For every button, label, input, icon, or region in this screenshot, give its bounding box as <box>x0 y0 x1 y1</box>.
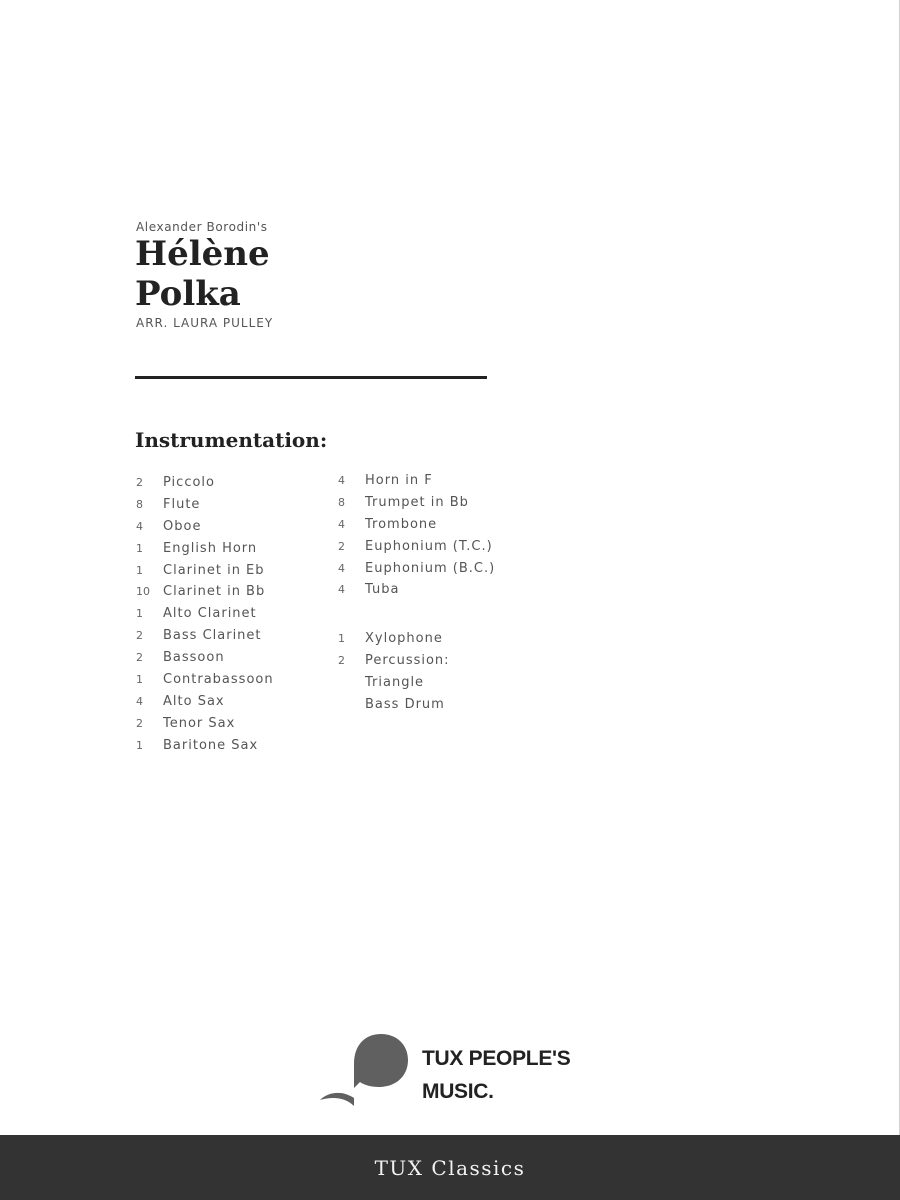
instrument-qty: 2 <box>136 716 143 730</box>
instrument-qty: 4 <box>338 517 345 531</box>
title-line-1: Hélène <box>135 234 270 274</box>
instrument-row <box>136 519 274 541</box>
instrument-qty: 4 <box>338 474 345 487</box>
instrument-row <box>136 650 274 672</box>
instrument-name: Oboe <box>163 518 202 534</box>
percussion-item-name: Triangle <box>365 675 425 691</box>
instrument-name: Baritone Sax <box>163 737 259 753</box>
instrument-name: Euphonium (T.C.) <box>365 538 493 554</box>
percussion-item <box>338 697 495 719</box>
publisher-name-line-2: MUSIC. <box>422 1080 494 1103</box>
instrument-qty: 1 <box>136 607 143 621</box>
instrument-qty: 2 <box>136 476 143 489</box>
arranger-credit: ARR. LAURA PULLEY <box>136 316 274 330</box>
instrument-row <box>338 561 495 583</box>
instrument-row <box>136 738 274 760</box>
instrument-name: Horn in F <box>365 473 433 488</box>
publisher-logo <box>318 1030 608 1110</box>
instrument-qty: 2 <box>136 629 143 643</box>
instrumentation-heading: Instrumentation: <box>135 428 328 452</box>
instrument-name: Clarinet in Eb <box>163 562 265 578</box>
instrument-list-woodwinds <box>136 475 274 760</box>
instrument-row <box>136 606 274 628</box>
instrument-name: Bass Clarinet <box>163 628 262 644</box>
instrument-name: Contrabassoon <box>163 672 274 688</box>
speech-bubble-logo-icon <box>318 1030 418 1110</box>
instrument-name: Alto Clarinet <box>163 606 257 622</box>
instrument-qty: 8 <box>338 495 345 509</box>
instrument-row <box>338 631 495 653</box>
instrument-row <box>136 497 274 519</box>
instrument-row <box>136 584 274 606</box>
instrument-name: Tenor Sax <box>163 715 236 731</box>
instrument-row <box>136 475 274 497</box>
instrument-qty: 1 <box>136 563 143 577</box>
instrument-qty: 10 <box>136 585 150 599</box>
instrument-qty: 1 <box>136 673 143 687</box>
instrument-row <box>338 539 495 561</box>
instrument-row <box>136 716 274 738</box>
piece-title <box>135 234 270 314</box>
instrument-name: Alto Sax <box>163 693 225 709</box>
instrument-name: Piccolo <box>163 475 215 490</box>
instrument-row <box>338 473 495 495</box>
instrument-qty: 4 <box>338 561 345 575</box>
instrument-row <box>136 694 274 716</box>
instrument-name: Tuba <box>365 582 400 598</box>
instrument-name: Bassoon <box>163 650 225 666</box>
instrument-row <box>338 517 495 539</box>
instrument-row <box>338 582 495 604</box>
instrument-list-brass-percussion <box>338 473 495 719</box>
instrument-qty: 4 <box>136 519 143 533</box>
instrument-name: Flute <box>163 496 201 512</box>
composer-credit: Alexander Borodin's <box>136 220 268 234</box>
instrument-name: Trombone <box>365 516 438 532</box>
instrument-name: English Horn <box>163 540 258 556</box>
list-spacer <box>338 604 495 631</box>
instrument-name: Euphonium (B.C.) <box>365 560 496 576</box>
title-line-2: Polka <box>135 274 241 314</box>
instrument-row <box>136 541 274 563</box>
instrument-row <box>136 563 274 585</box>
publisher-name-line-1: TUX PEOPLE'S <box>422 1047 571 1070</box>
instrument-name: Clarinet in Bb <box>163 584 266 600</box>
instrument-row <box>338 653 495 675</box>
instrument-name: Percussion: <box>365 653 450 669</box>
instrument-row <box>338 495 495 517</box>
instrument-name: Xylophone <box>365 631 443 647</box>
divider-rule <box>135 376 487 379</box>
instrument-qty: 2 <box>136 651 143 665</box>
instrument-qty: 2 <box>338 539 345 553</box>
instrument-qty: 1 <box>338 632 345 646</box>
percussion-item-name: Bass Drum <box>365 697 445 713</box>
instrument-qty: 1 <box>136 738 143 752</box>
footer-bar <box>0 1135 900 1200</box>
percussion-item <box>338 675 495 697</box>
instrument-qty: 1 <box>136 541 143 555</box>
footer-series-label: TUX Classics <box>374 1155 526 1180</box>
instrument-row <box>136 628 274 650</box>
instrument-qty: 4 <box>338 583 345 597</box>
publisher-name <box>422 1042 570 1108</box>
instrument-name: Trumpet in Bb <box>365 494 469 510</box>
instrument-qty: 4 <box>136 694 143 708</box>
instrument-qty: 8 <box>136 497 143 511</box>
instrument-row <box>136 672 274 694</box>
instrument-qty: 2 <box>338 654 345 668</box>
